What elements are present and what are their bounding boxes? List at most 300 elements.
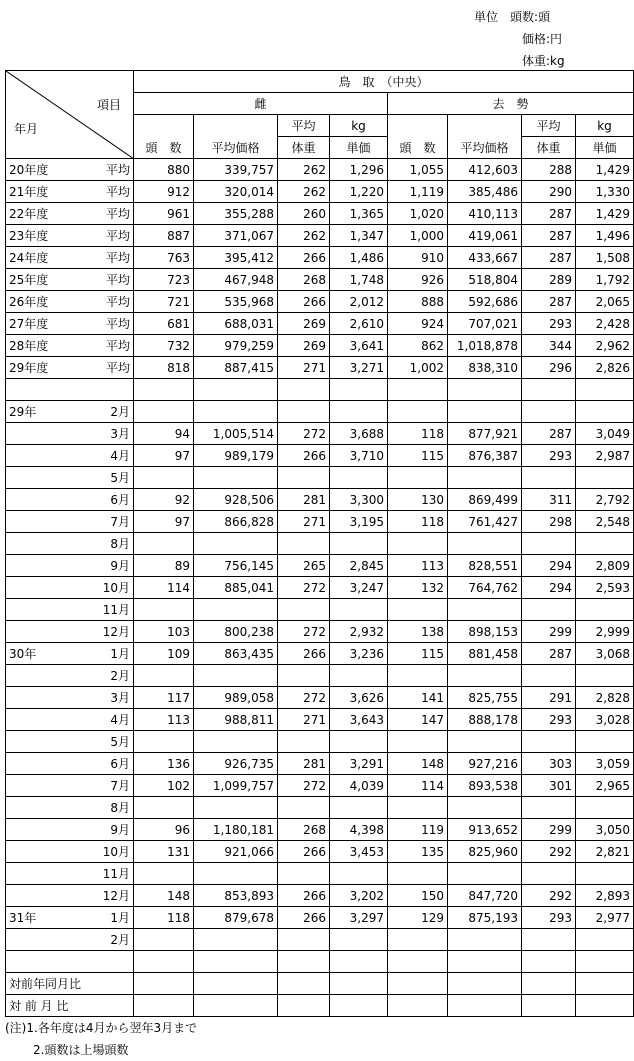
row-subperiod: 平均 [105, 360, 130, 375]
table-cell: 880 [134, 159, 194, 181]
table-cell: 344 [522, 335, 576, 357]
row-period: 21年度 [9, 184, 49, 199]
table-cell: 3,641 [330, 335, 388, 357]
table-row [6, 357, 634, 379]
table-cell: 828,551 [448, 555, 522, 577]
table-cell: 866,828 [194, 511, 278, 533]
table-cell [330, 665, 388, 687]
unit-label: 単位 [474, 10, 499, 24]
row-period: 28年度 [9, 338, 49, 353]
table-cell [278, 467, 330, 489]
table-cell [134, 731, 194, 753]
table-cell: 3,195 [330, 511, 388, 533]
row-label [6, 621, 134, 643]
row-subperiod: 11月 [102, 866, 130, 881]
notes [5, 1017, 197, 1061]
table-cell [448, 929, 522, 951]
table-cell [522, 731, 576, 753]
table-cell: 2,965 [576, 775, 634, 797]
table-cell: 847,720 [448, 885, 522, 907]
table-cell [330, 533, 388, 555]
table-cell: 266 [278, 841, 330, 863]
table-cell: 893,538 [448, 775, 522, 797]
row-label [6, 731, 134, 753]
table-cell: 535,968 [194, 291, 278, 313]
table-row [6, 533, 634, 555]
table-cell: 1,119 [388, 181, 448, 203]
row-subperiod: 平均 [105, 228, 130, 243]
row-label [6, 313, 134, 335]
table-cell: 262 [278, 159, 330, 181]
table-cell [388, 995, 448, 1017]
table-cell: 1,005,514 [194, 423, 278, 445]
table-cell: 926,735 [194, 753, 278, 775]
row-label [6, 379, 134, 401]
table-cell [388, 929, 448, 951]
table-cell [522, 797, 576, 819]
table-row [6, 951, 634, 973]
table-cell: 141 [388, 687, 448, 709]
table-cell: 876,387 [448, 445, 522, 467]
table-cell: 147 [388, 709, 448, 731]
table-cell: 1,365 [330, 203, 388, 225]
table-cell: 1,018,878 [448, 335, 522, 357]
row-label [6, 423, 134, 445]
table-cell: 2,012 [330, 291, 388, 313]
table-cell [330, 379, 388, 401]
row-subperiod: 1月 [110, 646, 130, 661]
table-cell [278, 951, 330, 973]
table-cell: 419,061 [448, 225, 522, 247]
col-kg-female-1: kg [330, 115, 388, 137]
row-label [6, 511, 134, 533]
row-subperiod: 7月 [110, 778, 130, 793]
row-label [6, 885, 134, 907]
table-row [6, 467, 634, 489]
table-cell: 115 [388, 445, 448, 467]
table-cell: 281 [278, 489, 330, 511]
table-cell [522, 863, 576, 885]
table-cell: 1,508 [576, 247, 634, 269]
row-label [6, 247, 134, 269]
table-cell: 320,014 [194, 181, 278, 203]
row-subperiod: 平均 [105, 184, 130, 199]
row-label [6, 291, 134, 313]
table-row [6, 885, 634, 907]
row-subperiod: 8月 [110, 536, 130, 551]
table-cell: 269 [278, 335, 330, 357]
row-subperiod: 2月 [110, 404, 130, 419]
table-cell [576, 995, 634, 1017]
table-cell [388, 863, 448, 885]
table-cell [278, 863, 330, 885]
table-cell [278, 929, 330, 951]
table-cell: 2,999 [576, 621, 634, 643]
row-period: 27年度 [9, 316, 49, 331]
table-cell: 989,179 [194, 445, 278, 467]
table-cell [522, 929, 576, 951]
table-cell: 298 [522, 511, 576, 533]
col-avg-weight-castrated-1: 平均 [522, 115, 576, 137]
table-row [6, 775, 634, 797]
table-cell [388, 797, 448, 819]
table-cell: 825,755 [448, 687, 522, 709]
table-cell: 115 [388, 643, 448, 665]
row-label [6, 269, 134, 291]
col-kg-castrated-2: 単価 [576, 137, 634, 159]
table-row [6, 599, 634, 621]
row-label [6, 401, 134, 423]
table-cell: 467,948 [194, 269, 278, 291]
table-cell: 287 [522, 423, 576, 445]
table-cell: 266 [278, 445, 330, 467]
table-cell: 293 [522, 907, 576, 929]
table-cell: 148 [388, 753, 448, 775]
table-cell: 912 [134, 181, 194, 203]
table-cell: 97 [134, 511, 194, 533]
row-subperiod: 12月 [102, 888, 130, 903]
table-cell [330, 599, 388, 621]
table-cell [522, 599, 576, 621]
table-cell: 853,893 [194, 885, 278, 907]
table-cell: 732 [134, 335, 194, 357]
table-cell: 1,748 [330, 269, 388, 291]
table-cell: 287 [522, 291, 576, 313]
table-cell: 1,429 [576, 203, 634, 225]
table-cell: 97 [134, 445, 194, 467]
row-subperiod: 11月 [102, 602, 130, 617]
row-label [6, 797, 134, 819]
table-row [6, 665, 634, 687]
table-cell: 927,216 [448, 753, 522, 775]
col-kg-female-2: 単価 [330, 137, 388, 159]
table-cell: 863,435 [194, 643, 278, 665]
table-cell: 290 [522, 181, 576, 203]
table-cell: 117 [134, 687, 194, 709]
unit-weight: 体重:kg [522, 54, 565, 68]
table-cell: 96 [134, 819, 194, 841]
table-cell: 3,271 [330, 357, 388, 379]
row-label [6, 973, 134, 995]
table-cell: 979,259 [194, 335, 278, 357]
table-cell: 92 [134, 489, 194, 511]
table-row [6, 973, 634, 995]
table-cell [134, 863, 194, 885]
table-cell: 1,330 [576, 181, 634, 203]
table-cell [576, 599, 634, 621]
row-label [6, 665, 134, 687]
table-cell: 761,427 [448, 511, 522, 533]
table-cell: 961 [134, 203, 194, 225]
table-cell: 311 [522, 489, 576, 511]
table-row [6, 841, 634, 863]
table-cell [134, 665, 194, 687]
table-cell: 3,050 [576, 819, 634, 841]
table-cell: 688,031 [194, 313, 278, 335]
table-cell: 271 [278, 357, 330, 379]
header-market: 鳥 取 （中央） [134, 71, 634, 93]
table-cell: 355,288 [194, 203, 278, 225]
table-cell: 764,762 [448, 577, 522, 599]
row-subperiod: 1月 [110, 910, 130, 925]
table-cell: 339,757 [194, 159, 278, 181]
table-cell: 885,041 [194, 577, 278, 599]
header-castrated: 去 勢 [388, 93, 634, 115]
row-label [6, 181, 134, 203]
header-item: 項目 [96, 98, 121, 112]
row-period: 26年度 [9, 294, 49, 309]
table-row [6, 819, 634, 841]
table-cell [194, 863, 278, 885]
col-avg-weight-female-2: 体重 [278, 137, 330, 159]
table-cell [522, 665, 576, 687]
table-cell [330, 401, 388, 423]
table-cell [576, 797, 634, 819]
table-cell [522, 467, 576, 489]
table-cell: 118 [388, 423, 448, 445]
table-cell [134, 995, 194, 1017]
row-label [6, 467, 134, 489]
table-cell [194, 951, 278, 973]
table-cell: 3,202 [330, 885, 388, 907]
table-row [6, 687, 634, 709]
row-period: 24年度 [9, 250, 49, 265]
table-cell: 136 [134, 753, 194, 775]
table-cell: 287 [522, 247, 576, 269]
table-cell [330, 863, 388, 885]
table-cell [388, 533, 448, 555]
table-cell: 266 [278, 247, 330, 269]
table-cell: 119 [388, 819, 448, 841]
row-label [6, 577, 134, 599]
table-cell [388, 379, 448, 401]
table-cell: 113 [388, 555, 448, 577]
table-cell [448, 995, 522, 1017]
table-cell: 118 [134, 907, 194, 929]
table-cell: 287 [522, 225, 576, 247]
table-cell [448, 379, 522, 401]
table-cell: 4,039 [330, 775, 388, 797]
table-cell: 825,960 [448, 841, 522, 863]
table-row [6, 555, 634, 577]
table-cell [448, 599, 522, 621]
table-cell: 518,804 [448, 269, 522, 291]
table-cell [576, 533, 634, 555]
table-cell: 269 [278, 313, 330, 335]
table-cell: 132 [388, 577, 448, 599]
table-cell: 800,238 [194, 621, 278, 643]
table-cell: 3,049 [576, 423, 634, 445]
table-cell [194, 973, 278, 995]
row-subperiod: 9月 [110, 558, 130, 573]
table-cell: 150 [388, 885, 448, 907]
row-period: 20年度 [9, 162, 49, 177]
table-cell: 1,496 [576, 225, 634, 247]
table-row [6, 709, 634, 731]
table-cell [330, 797, 388, 819]
table-cell [448, 401, 522, 423]
unit-price: 価格:円 [522, 32, 563, 46]
table-cell: 928,506 [194, 489, 278, 511]
table-cell: 2,792 [576, 489, 634, 511]
table-cell: 266 [278, 643, 330, 665]
table-cell: 272 [278, 423, 330, 445]
table-cell: 102 [134, 775, 194, 797]
table-cell: 272 [278, 775, 330, 797]
table-cell: 2,428 [576, 313, 634, 335]
row-label [6, 445, 134, 467]
row-label [6, 225, 134, 247]
table-cell [194, 929, 278, 951]
table-cell: 272 [278, 687, 330, 709]
table-row [6, 753, 634, 775]
table-cell: 763 [134, 247, 194, 269]
table-cell: 924 [388, 313, 448, 335]
table-row [6, 423, 634, 445]
table-cell: 395,412 [194, 247, 278, 269]
row-period: 30年 [9, 646, 37, 661]
row-period: 25年度 [9, 272, 49, 287]
table-cell [134, 533, 194, 555]
table-cell: 2,962 [576, 335, 634, 357]
table-row [6, 159, 634, 181]
row-label [6, 863, 134, 885]
table-cell: 879,678 [194, 907, 278, 929]
table-cell: 2,610 [330, 313, 388, 335]
header-female: 雌 [134, 93, 388, 115]
row-subperiod: 8月 [110, 800, 130, 815]
row-period: 22年度 [9, 206, 49, 221]
table-cell: 130 [388, 489, 448, 511]
table-cell: 3,059 [576, 753, 634, 775]
row-subperiod: 6月 [110, 756, 130, 771]
table-cell: 287 [522, 643, 576, 665]
table-row [6, 929, 634, 951]
table-cell: 2,593 [576, 577, 634, 599]
table-row [6, 863, 634, 885]
table-row [6, 401, 634, 423]
table-cell: 138 [388, 621, 448, 643]
row-subperiod: 10月 [102, 844, 130, 859]
table-cell: 129 [388, 907, 448, 929]
table-cell: 869,499 [448, 489, 522, 511]
table-cell: 296 [522, 357, 576, 379]
table-cell [330, 731, 388, 753]
row-subperiod: 7月 [110, 514, 130, 529]
units-legend [474, 6, 565, 72]
row-label [6, 819, 134, 841]
row-label [6, 533, 134, 555]
table-cell: 681 [134, 313, 194, 335]
table-cell: 888 [388, 291, 448, 313]
table-cell [576, 665, 634, 687]
table-cell: 135 [388, 841, 448, 863]
row-subperiod: 平均 [105, 272, 130, 287]
table-cell: 118 [388, 511, 448, 533]
table-cell [134, 467, 194, 489]
table-cell: 131 [134, 841, 194, 863]
row-label [6, 687, 134, 709]
table-cell: 3,247 [330, 577, 388, 599]
table-cell [134, 797, 194, 819]
table-cell [388, 665, 448, 687]
note-1: (注)1.各年度は4月から翌年3月まで [5, 1021, 198, 1035]
table-cell: 838,310 [448, 357, 522, 379]
table-cell [278, 533, 330, 555]
table-cell: 2,826 [576, 357, 634, 379]
row-label [6, 335, 134, 357]
table-cell [576, 973, 634, 995]
table-cell: 292 [522, 885, 576, 907]
row-label [6, 753, 134, 775]
row-subperiod: 3月 [110, 426, 130, 441]
table-cell [330, 467, 388, 489]
row-subperiod: 平均 [105, 294, 130, 309]
table-cell: 2,977 [576, 907, 634, 929]
table-cell [522, 995, 576, 1017]
table-cell: 1,792 [576, 269, 634, 291]
table-cell: 148 [134, 885, 194, 907]
table-cell: 862 [388, 335, 448, 357]
table-cell: 707,021 [448, 313, 522, 335]
table-cell: 592,686 [448, 291, 522, 313]
table-cell: 2,548 [576, 511, 634, 533]
table-cell: 2,987 [576, 445, 634, 467]
row-label [6, 643, 134, 665]
row-period: 29年度 [9, 360, 49, 375]
table-cell: 2,065 [576, 291, 634, 313]
table-row [6, 225, 634, 247]
table-cell: 262 [278, 225, 330, 247]
table-cell [448, 467, 522, 489]
col-heads-female: 頭 数 [134, 115, 194, 159]
table-cell [522, 973, 576, 995]
table-cell: 288 [522, 159, 576, 181]
row-label [6, 159, 134, 181]
table-cell: 412,603 [448, 159, 522, 181]
row-period: 31年 [9, 910, 37, 925]
table-cell [278, 731, 330, 753]
row-subperiod: 5月 [110, 470, 130, 485]
table-cell [278, 797, 330, 819]
table-cell: 3,068 [576, 643, 634, 665]
table-cell: 3,626 [330, 687, 388, 709]
table-cell [134, 599, 194, 621]
table-cell [134, 951, 194, 973]
row-subperiod: 2月 [110, 668, 130, 683]
table-cell: 2,932 [330, 621, 388, 643]
table-cell: 921,066 [194, 841, 278, 863]
table-cell [194, 731, 278, 753]
row-label [6, 555, 134, 577]
table-cell [194, 533, 278, 555]
row-subperiod: 平均 [105, 250, 130, 265]
col-avg-price-castrated: 平均価格 [448, 115, 522, 159]
row-subperiod: 2月 [110, 932, 130, 947]
table-cell: 875,193 [448, 907, 522, 929]
table-row [6, 379, 634, 401]
table-cell: 260 [278, 203, 330, 225]
table-row [6, 643, 634, 665]
table-cell: 271 [278, 709, 330, 731]
row-period: 対前年同月比 [9, 976, 82, 991]
row-label [6, 841, 134, 863]
table-row [6, 269, 634, 291]
table-cell [278, 599, 330, 621]
table-cell: 266 [278, 291, 330, 313]
table-cell: 887 [134, 225, 194, 247]
row-subperiod: 10月 [102, 580, 130, 595]
